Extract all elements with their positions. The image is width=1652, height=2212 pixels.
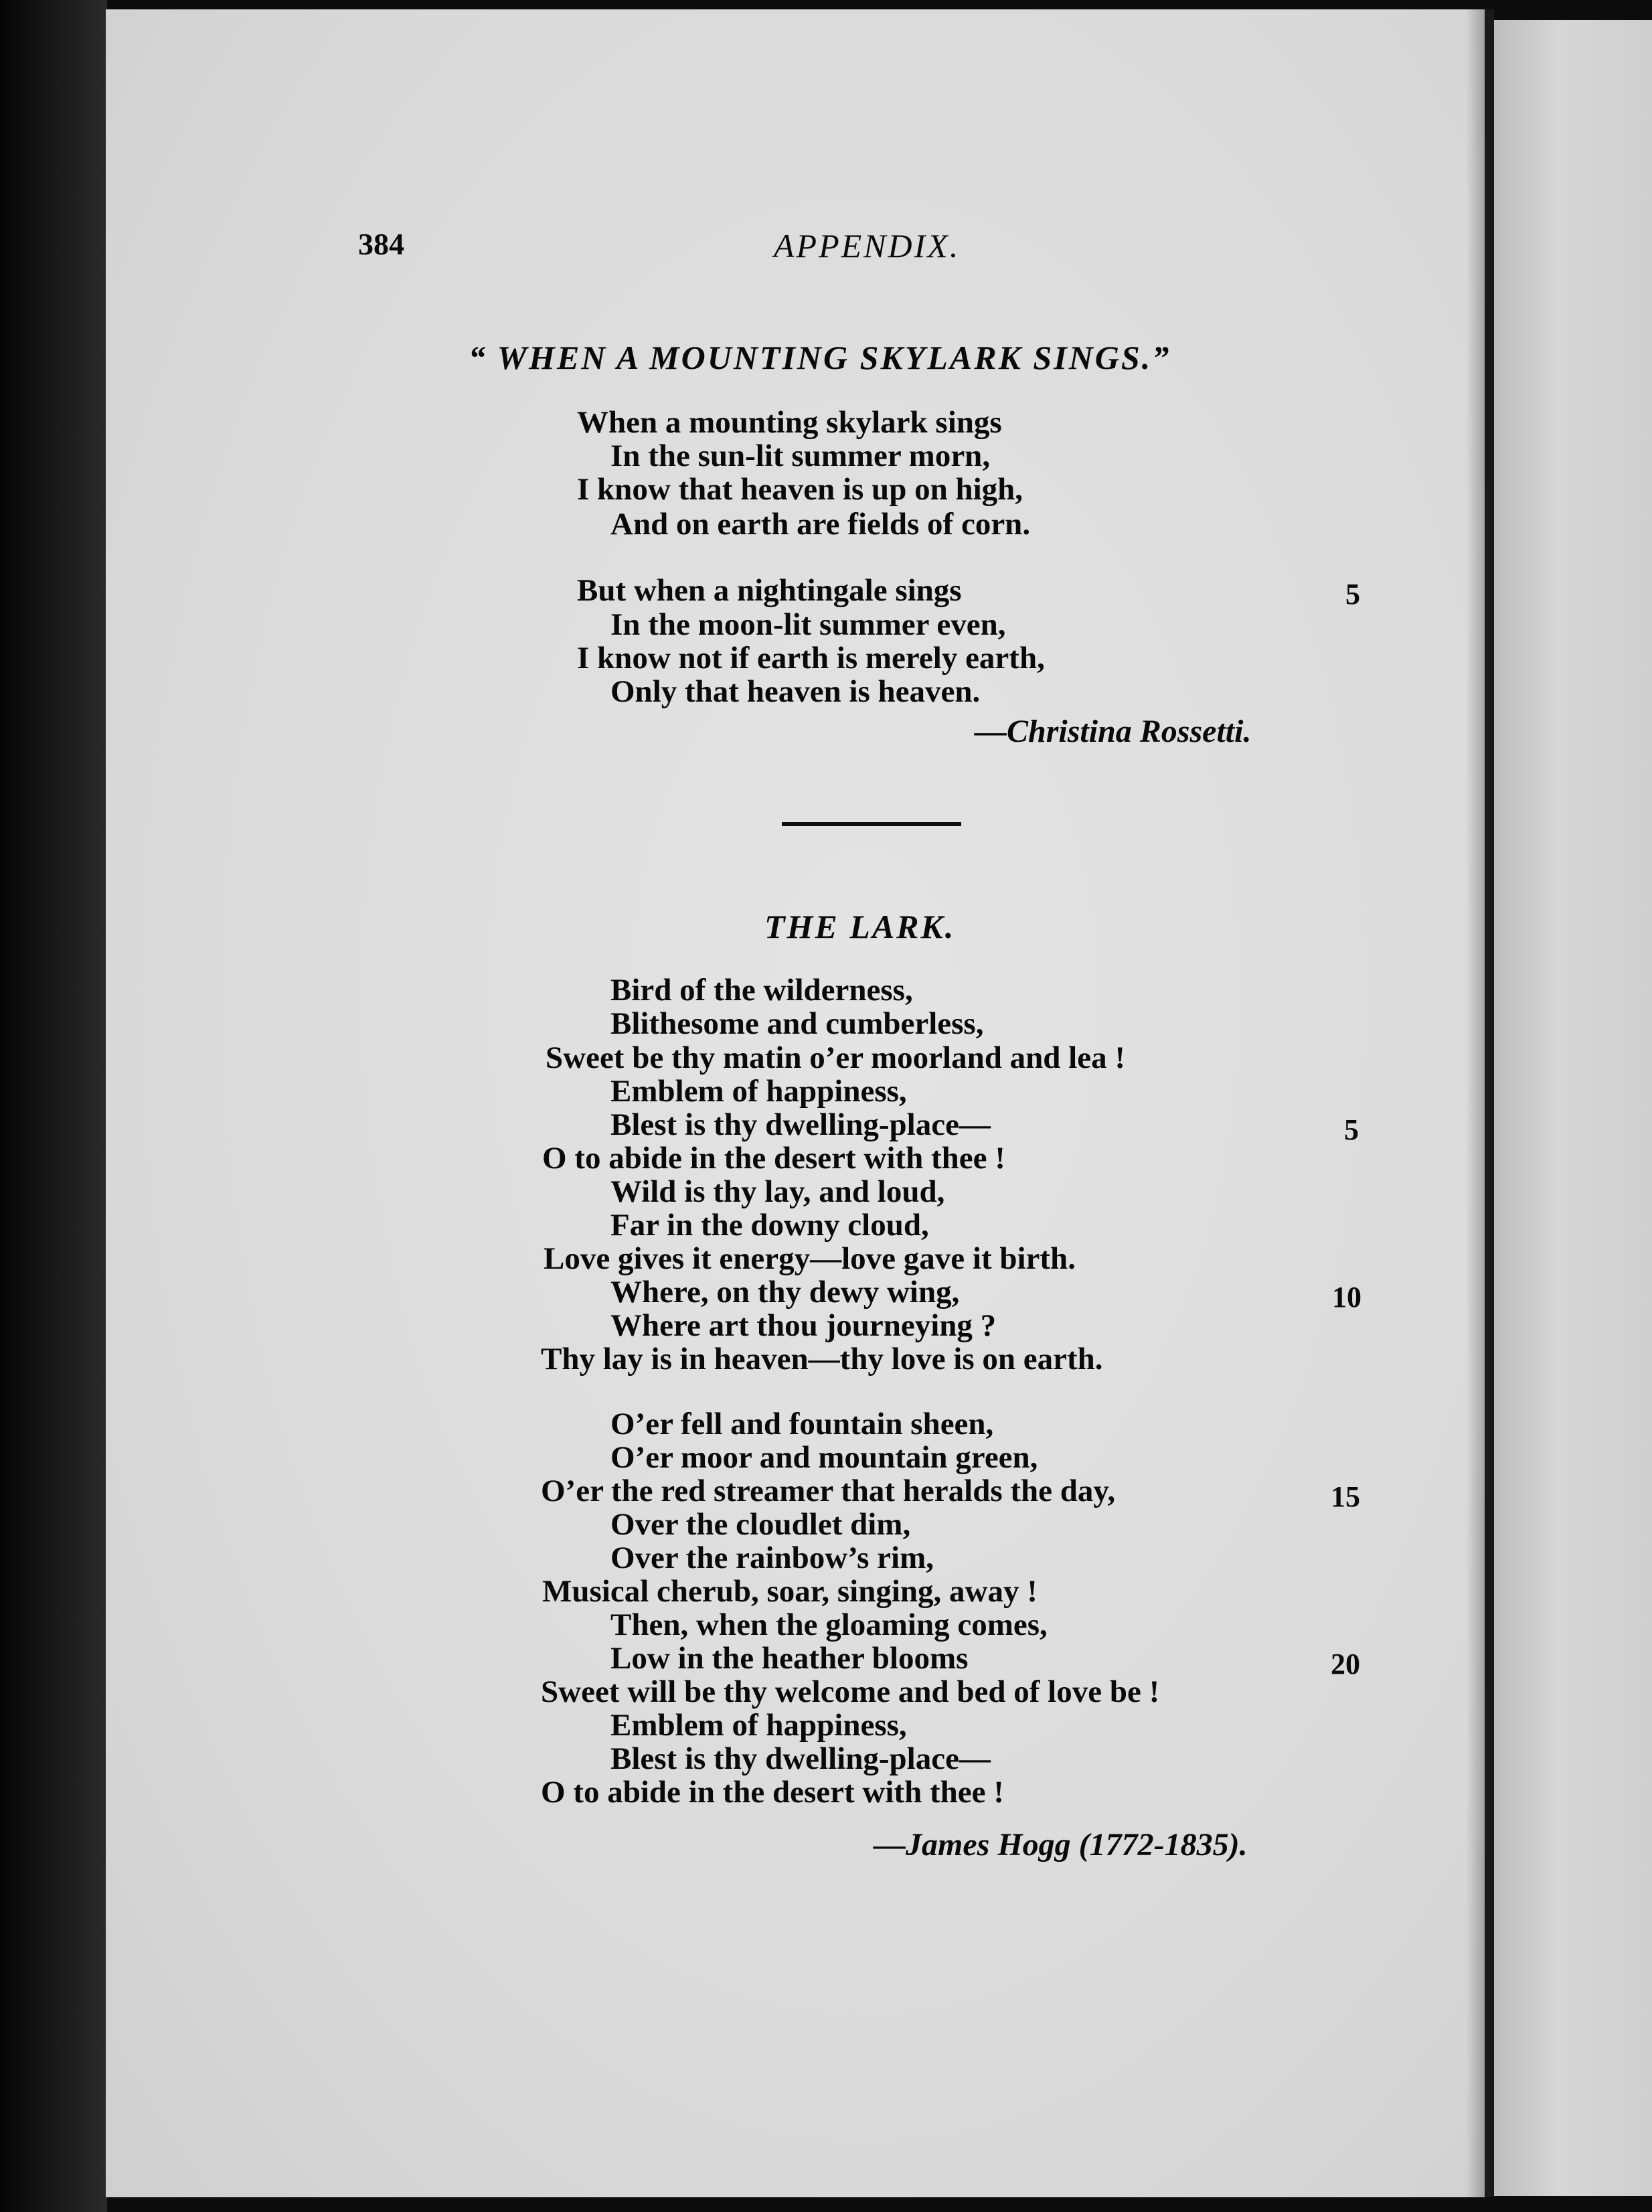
poem-line: Over the cloudlet dim, (610, 1507, 911, 1542)
poem-line: Blest is thy dwelling-place— (610, 1107, 991, 1142)
poem-line: Where art thou journeying ? (610, 1308, 997, 1343)
poem-line: Low in the heather blooms (610, 1641, 969, 1676)
line-number: 10 (1332, 1281, 1361, 1314)
poem-line: Bird of the wilderness, (610, 973, 913, 1008)
facing-page-edge (1494, 20, 1652, 2196)
poem-line: O to abide in the desert with thee ! (542, 1141, 1005, 1176)
line-number: 5 (1345, 578, 1360, 611)
poem-line: O’er fell and fountain sheen, (610, 1407, 994, 1441)
poem-attribution: —Christina Rossetti. (975, 714, 1252, 749)
line-number: 5 (1344, 1113, 1359, 1146)
poem-line: O’er moor and mountain green, (610, 1440, 1038, 1475)
poem-attribution: —James Hogg (1772-1835). (874, 1827, 1248, 1863)
poem-line: Then, when the gloaming comes, (610, 1607, 1048, 1642)
poem-line: In the sun-lit summer morn, (610, 439, 991, 473)
poem-line: Over the rainbow’s rim, (610, 1540, 934, 1575)
page-number: 384 (358, 227, 404, 261)
poem-line: Musical cherub, soar, singing, away ! (542, 1574, 1038, 1609)
poem-line: Sweet be thy matin o’er moorland and lea ! (546, 1040, 1125, 1075)
poem-line: O’er the red streamer that heralds the day, (541, 1474, 1116, 1508)
page-spine (1485, 9, 1494, 2197)
section-divider (782, 822, 961, 826)
poem-line: But when a nightingale sings (577, 573, 962, 608)
poem-line: Love gives it energy—love gave it birth. (544, 1241, 1076, 1276)
poem-line: Where, on thy dewy wing, (610, 1275, 960, 1310)
poem-line: Wild is thy lay, and loud, (610, 1174, 945, 1209)
poem-line: Blithesome and cumberless, (610, 1006, 984, 1041)
poem-line: Thy lay is in heaven—thy love is on earth. (541, 1342, 1103, 1376)
poem-title: “ WHEN A MOUNTING SKYLARK SINGS.” (469, 339, 1171, 376)
poem-line: Emblem of happiness, (610, 1708, 907, 1743)
poem-line: I know that heaven is up on high, (577, 472, 1023, 507)
poem-title: THE LARK. (764, 908, 956, 945)
running-head: APPENDIX. (774, 227, 961, 264)
poem-line: When a mounting skylark sings (577, 405, 1002, 440)
poem-line: Blest is thy dwelling-place— (610, 1741, 991, 1776)
book-edge-left (0, 0, 107, 2212)
poem-line: Far in the downy cloud, (610, 1208, 929, 1243)
line-number: 15 (1331, 1480, 1360, 1513)
poem-line: I know not if earth is merely earth, (577, 641, 1045, 676)
line-number: 20 (1331, 1648, 1360, 1680)
poem-line: Only that heaven is heaven. (610, 674, 981, 709)
poem-line: And on earth are fields of corn. (610, 507, 1031, 542)
poem-line: O to abide in the desert with thee ! (541, 1775, 1004, 1810)
poem-line: Emblem of happiness, (610, 1074, 907, 1109)
poem-line: Sweet will be thy welcome and bed of love be ! (541, 1674, 1160, 1709)
poem-line: In the moon-lit summer even, (610, 607, 1006, 642)
